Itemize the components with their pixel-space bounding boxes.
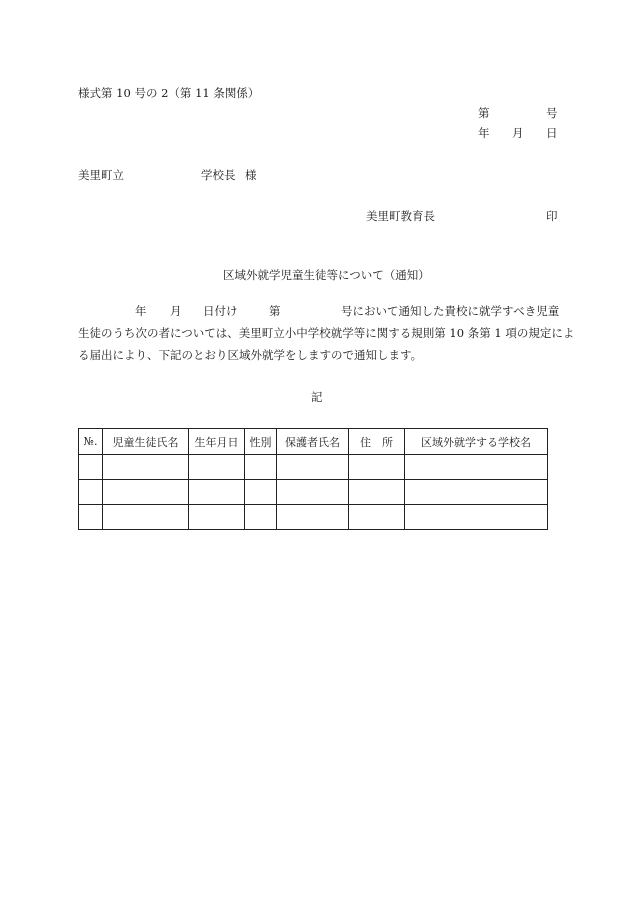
date-day-label: 日 [546,126,558,140]
cell-school-name[interactable] [405,480,548,505]
addressee-town: 美里町立 [78,168,124,182]
header-gender: 性別 [245,429,277,455]
cell-guardian-name[interactable] [277,480,349,505]
cell-address[interactable] [349,505,405,530]
header-birth-date: 生年月日 [189,429,245,455]
body-line-2: 生徒のうち次の者については、美里町立小中学校就学等に関する規則第 10 条第 1 項の規定によ [78,326,575,340]
table-header-row [79,429,548,455]
body-paragraph [78,300,575,366]
date-year-label: 年 [478,126,490,140]
body-year-label: 年 [135,304,147,318]
date-month-label: 月 [512,126,524,140]
header-student-name: 児童生徒氏名 [103,429,189,455]
cell-gender[interactable] [245,480,277,505]
table-row [79,480,548,505]
cell-birth-date[interactable] [189,480,245,505]
cell-student-name[interactable] [103,480,189,505]
cell-birth-date[interactable] [189,505,245,530]
body-dated-label: 日付け [203,304,238,318]
cell-school-name[interactable] [405,455,548,480]
student-table [78,428,548,530]
header-number: №. [79,429,103,455]
cell-address[interactable] [349,480,405,505]
cell-address[interactable] [349,455,405,480]
header-guardian-name: 保護者氏名 [277,429,349,455]
cell-gender[interactable] [245,505,277,530]
document-title: 区域外就学児童生徒等について（通知） [223,268,430,282]
table-row [79,455,548,480]
document-number-prefix: 第 [478,106,490,120]
header-school-name: 区域外就学する学校名 [405,429,548,455]
cell-number[interactable] [79,455,103,480]
body-line-1-rest: 号において通知した貴校に就学すべき児童 [341,304,560,318]
form-number-label: 様式第 10 号の 2（第 11 条関係） [78,86,260,100]
table-row [79,505,548,530]
body-line-1 [78,300,560,322]
cell-school-name[interactable] [405,505,548,530]
cell-gender[interactable] [245,455,277,480]
sender-name: 美里町教育長 [366,209,435,223]
ki-heading: 記 [311,390,323,404]
body-line-3: る届出により、下記のとおり区域外就学をしますので通知します。 [78,348,423,362]
body-no-label: 第 [269,304,281,318]
document-number-suffix: 号 [546,106,558,120]
cell-birth-date[interactable] [189,455,245,480]
cell-number[interactable] [79,480,103,505]
cell-student-name[interactable] [103,455,189,480]
cell-guardian-name[interactable] [277,455,349,480]
cell-number[interactable] [79,505,103,530]
header-address: 住 所 [349,429,405,455]
cell-guardian-name[interactable] [277,505,349,530]
body-month-label: 月 [170,304,182,318]
addressee-honorific: 様 [245,168,257,182]
cell-student-name[interactable] [103,505,189,530]
addressee-principal: 学校長 [201,168,236,182]
sender-seal: 印 [546,209,558,223]
